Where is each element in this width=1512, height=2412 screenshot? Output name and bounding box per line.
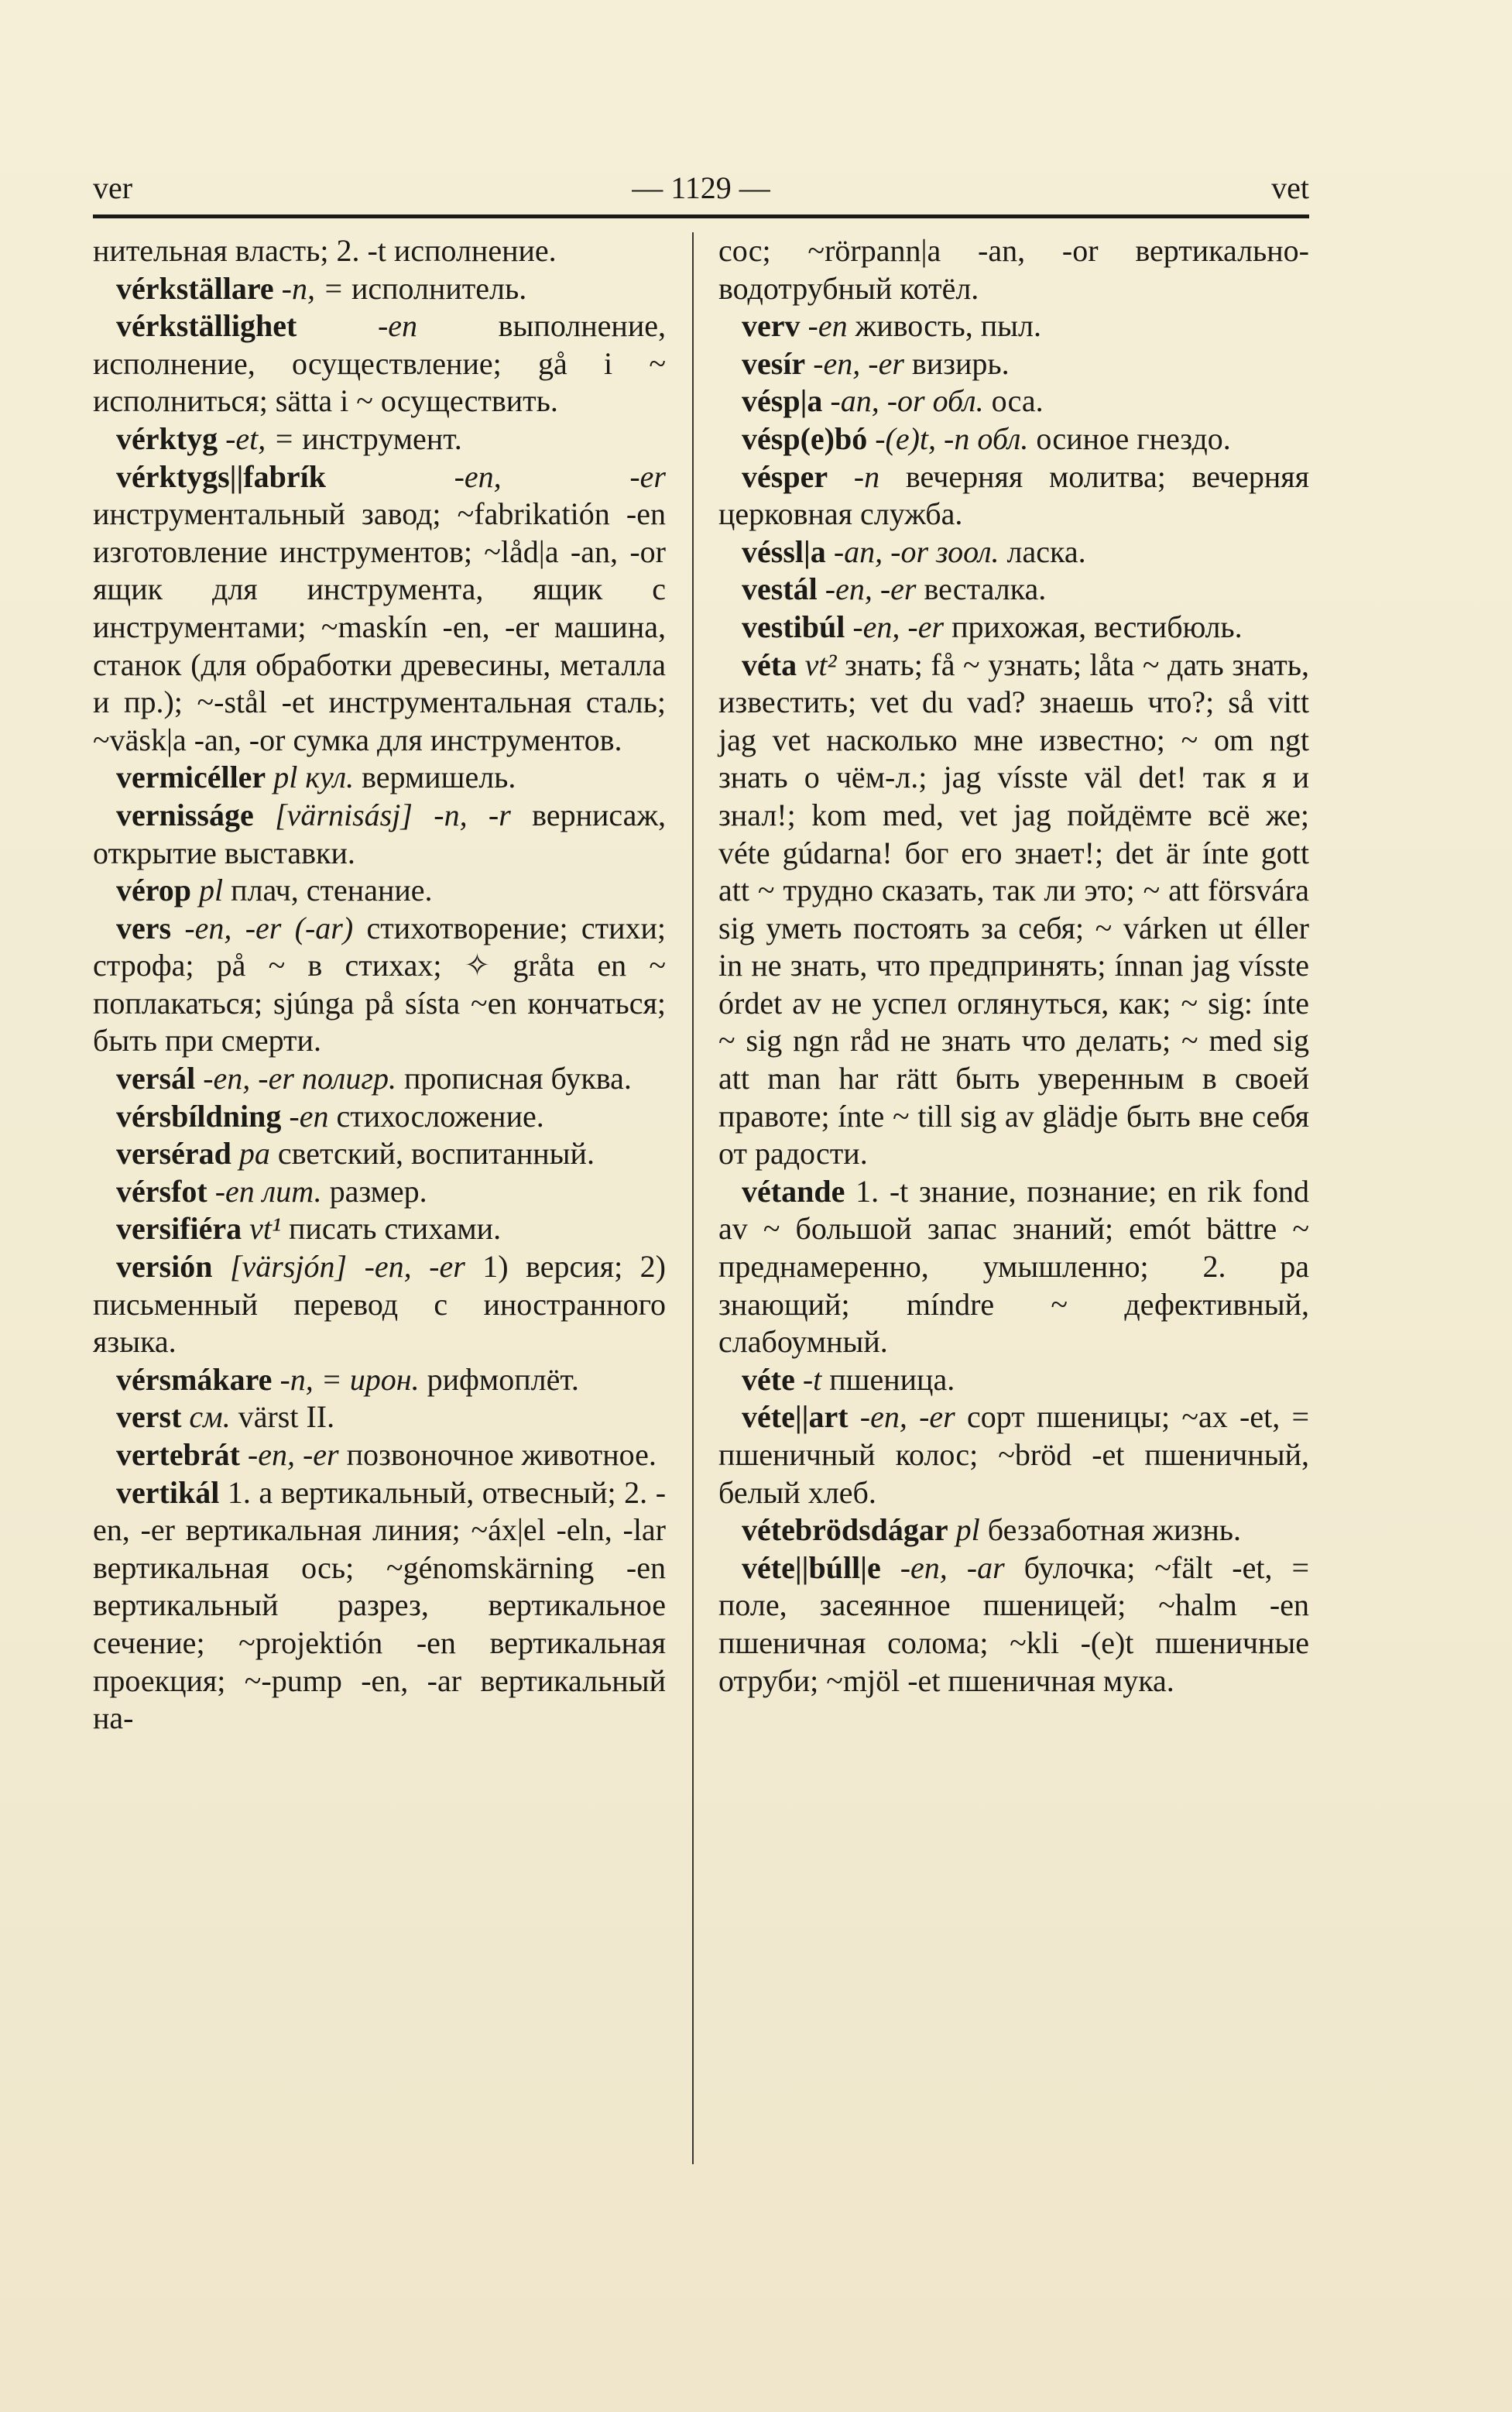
entry-headword: vérsfot bbox=[116, 1173, 207, 1209]
entry-headword: vers bbox=[116, 910, 172, 945]
entry-grammar: -n, = bbox=[281, 270, 344, 306]
entry-grammar: pa bbox=[238, 1136, 270, 1172]
entry-definition: размер. bbox=[329, 1173, 427, 1209]
dictionary-entry bbox=[93, 1248, 666, 1361]
entry-headword: vermicéller bbox=[116, 760, 266, 795]
entry-headword: vétande bbox=[742, 1173, 845, 1209]
entry-grammar: -et, = bbox=[225, 420, 295, 456]
entry-definition: вернисаж, открытие выставки. bbox=[93, 797, 667, 870]
entry-grammar: [värsjón] -en, -er bbox=[229, 1249, 465, 1285]
dictionary-entry bbox=[93, 232, 666, 270]
dictionary-entry bbox=[718, 307, 1309, 345]
entry-grammar: -(e)t, -n обл. bbox=[875, 420, 1029, 456]
entry-definition: 1. a вертикальный, отвесный; 2. -en, -er вертикальная линия; ~áx|el -eln, -lar вертикальная ось; ~génomskärning -en вертикальный разрез, вертикальное сечение; ~projektión -en вертикальная проекция; ~-pump -en, -ar вертикальный на- bbox=[93, 1474, 667, 1736]
entry-headword: vésp|a bbox=[742, 383, 823, 419]
entry-grammar: -t bbox=[802, 1361, 822, 1397]
dictionary-entry bbox=[93, 759, 666, 797]
entry-definition: ласка. bbox=[1006, 534, 1086, 569]
left-column bbox=[93, 232, 666, 1738]
entry-definition: сос; ~rörpann|a -an, -or вертикально-водотрубный котёл. bbox=[718, 233, 1309, 306]
dictionary-entry bbox=[718, 383, 1309, 420]
entry-definition: визирь. bbox=[911, 345, 1010, 381]
entry-headword: vérsmákare bbox=[116, 1361, 273, 1397]
entry-headword: vestál bbox=[742, 571, 818, 607]
entry-headword: vesír bbox=[742, 345, 806, 381]
entry-headword: versérad bbox=[116, 1136, 231, 1172]
entry-grammar: -en, -ar bbox=[900, 1549, 1005, 1585]
dictionary-entry bbox=[93, 1436, 666, 1474]
entry-headword: vésp(e)bó bbox=[742, 420, 868, 456]
entry-definition: стихотворение; стихи; строфа; på ~ в стихах; ✧ gråta en ~ поплакаться; sjúnga på sísta ~en кончаться; быть при смерти. bbox=[93, 910, 667, 1058]
entry-headword: véte bbox=[742, 1361, 795, 1397]
dictionary-entry bbox=[93, 910, 666, 1060]
entry-grammar: -n, = ирон. bbox=[279, 1361, 420, 1397]
entry-definition: 1) версия; 2) письменный перевод с иностранного языка. bbox=[93, 1249, 666, 1360]
entry-headword: versión bbox=[116, 1249, 213, 1285]
entry-headword: vertebrát bbox=[116, 1437, 240, 1472]
entry-definition: весталка. bbox=[924, 571, 1047, 607]
entry-headword: vérkställare bbox=[116, 270, 274, 306]
entry-definition: värst II. bbox=[238, 1399, 335, 1435]
dictionary-entry bbox=[93, 1398, 666, 1436]
entry-definition: булочка; ~fält -et, = поле, засеянное пшеницей; ~halm -en пшеничная солома; ~kli -(e)t пшеничные отруби; ~mjöl -et пшеничная мука. bbox=[718, 1549, 1310, 1698]
entry-grammar: -en, -er bbox=[454, 458, 666, 494]
entry-definition: инструментальный завод; ~fabrikatión -en изготовление инструментов; ~låd|a -an, -or ящик для инструмента, ящик с инструментами; ~maskín -en, -er машина, станок (для обработки древесины, металла и пр.); ~-stål -et инструментальная сталь; ~väsk|a -an, -or сумка для инструментов. bbox=[93, 496, 666, 757]
entry-definition: знать; få ~ узнать; låta ~ дать знать, известить; vet du vad? знаешь что?; så vitt jag vet насколько мне известно; ~ om ngt знать о чём-л.; jag vísste väl det! так я и знал!; kom med, vet jag пойдёмте всё же; véte gúdarna! бог его знает!; det är ínte gott att ~ трудно сказать, так ли это; ~ att försvára sig уметь постоять за себя; ~ várken ut éller in не знать, что предпринять; ínnan jag vísste órdet av не успел оглянуться, как; ~ sig: ínte ~ sig ngn råd не знать что делать; ~ med sig att man har rätt быть уверенным в своей правоте; ínte ~ till sig av glädje быть вне себя от радости. bbox=[718, 647, 1310, 1172]
entry-grammar: pl bbox=[199, 873, 224, 908]
column-divider bbox=[692, 232, 694, 2164]
entry-definition: 1. -t знание, познание; en rik fond av ~ большой запас знаний; emót bättre ~ преднамеренно, умышленно; 2. pa знающий; míndre ~ дефективный, слабоумный. bbox=[718, 1173, 1310, 1360]
entry-grammar: vt² bbox=[804, 647, 837, 682]
entry-definition: выполнение, исполнение, осуществление; gå i ~ исполниться; sätta i ~ осуществить. bbox=[93, 308, 666, 419]
dictionary-entry bbox=[718, 647, 1309, 1173]
entry-grammar: -en, -er полигр. bbox=[203, 1061, 396, 1096]
dictionary-entry bbox=[93, 307, 666, 420]
page-number: — 1129 — bbox=[632, 170, 770, 205]
page-header bbox=[93, 159, 1309, 213]
dictionary-entry bbox=[718, 232, 1309, 307]
entry-grammar: -an, -or зоол. bbox=[833, 534, 999, 569]
entry-grammar: pl bbox=[955, 1512, 980, 1548]
entry-headword: vérktygs||fabrík bbox=[116, 458, 326, 494]
right-column bbox=[718, 232, 1309, 1700]
dictionary-entry bbox=[93, 1060, 666, 1098]
header-rule bbox=[93, 214, 1309, 218]
entry-definition: пшеница. bbox=[829, 1361, 955, 1397]
dictionary-entry bbox=[93, 270, 666, 308]
entry-grammar: -en bbox=[377, 308, 418, 344]
entry-definition: прихожая, вестибюль. bbox=[951, 609, 1243, 644]
entry-definition: вермишель. bbox=[362, 760, 516, 795]
dictionary-entry bbox=[718, 345, 1309, 383]
entry-definition: плач, стенание. bbox=[231, 873, 433, 908]
header-first-word: ver bbox=[93, 170, 133, 205]
entry-grammar: -en, -er bbox=[825, 571, 917, 607]
dictionary-entry bbox=[718, 609, 1309, 647]
entry-grammar: -en, -er bbox=[247, 1437, 339, 1472]
entry-grammar: -en bbox=[289, 1098, 329, 1134]
entry-headword: véssl|a bbox=[742, 534, 826, 569]
entry-grammar: pl кул. bbox=[273, 760, 355, 795]
entry-definition: оса. bbox=[991, 383, 1044, 419]
entry-grammar: [värnisásj] -n, -r bbox=[275, 797, 511, 832]
entry-definition: позвоночное животное. bbox=[346, 1437, 657, 1472]
dictionary-entry bbox=[93, 872, 666, 910]
entry-definition: живость, пыл. bbox=[855, 308, 1041, 344]
dictionary-entry bbox=[718, 1398, 1309, 1511]
entry-headword: vertikál bbox=[116, 1474, 220, 1510]
entry-grammar: -en лит. bbox=[214, 1173, 322, 1209]
entry-headword: véte||búll|e bbox=[742, 1549, 881, 1585]
dictionary-entry bbox=[718, 1549, 1309, 1700]
entry-headword: vétebrödsdágar bbox=[742, 1512, 948, 1548]
entry-headword: vérktyg bbox=[116, 420, 218, 456]
dictionary-entry bbox=[718, 458, 1309, 534]
dictionary-entry bbox=[93, 1135, 666, 1173]
entry-grammar: см. bbox=[189, 1399, 231, 1435]
entry-headword: vérsbíldning bbox=[116, 1098, 282, 1134]
dictionary-entry bbox=[718, 1173, 1309, 1361]
dictionary-entry bbox=[718, 534, 1309, 571]
entry-definition: вечерняя молитва; вечерняя церковная служба. bbox=[718, 458, 1310, 532]
entry-headword: verv bbox=[742, 308, 801, 344]
dictionary-entry bbox=[93, 420, 666, 458]
entry-headword: vestibúl bbox=[742, 609, 845, 644]
entry-definition: светский, воспитанный. bbox=[277, 1136, 595, 1172]
dictionary-entry bbox=[93, 797, 666, 872]
dictionary-entry bbox=[93, 1173, 666, 1211]
dictionary-entry bbox=[718, 1511, 1309, 1549]
entry-definition: стихосложение. bbox=[336, 1098, 544, 1134]
dictionary-entry bbox=[718, 420, 1309, 458]
dictionary-entry bbox=[93, 1210, 666, 1248]
dictionary-entry bbox=[93, 458, 666, 760]
entry-grammar: -en, -er bbox=[859, 1399, 955, 1435]
entry-headword: vérkställighet bbox=[116, 308, 297, 344]
entry-headword: véte||art bbox=[742, 1399, 849, 1435]
entry-grammar: -n bbox=[853, 458, 880, 494]
entry-definition: исполнитель. bbox=[351, 270, 527, 306]
entry-definition: осиное гнездо. bbox=[1036, 420, 1231, 456]
header-last-word: vet bbox=[1271, 170, 1309, 205]
entry-definition: рифмоплёт. bbox=[427, 1361, 579, 1397]
entry-definition: писать стихами. bbox=[289, 1211, 502, 1247]
dictionary-entry bbox=[93, 1474, 666, 1738]
entry-headword: versál bbox=[116, 1061, 196, 1096]
entry-headword: vernisságe bbox=[116, 797, 254, 832]
entry-grammar: -en, -er bbox=[813, 345, 904, 381]
entry-headword: véta bbox=[742, 647, 797, 682]
entry-definition: нительная власть; 2. -t исполнение. bbox=[93, 233, 557, 268]
entry-definition: беззаботная жизнь. bbox=[987, 1512, 1242, 1548]
entry-definition: инструмент. bbox=[302, 420, 462, 456]
entry-grammar: vt¹ bbox=[249, 1211, 281, 1247]
entry-headword: verst bbox=[116, 1399, 182, 1435]
dictionary-entry bbox=[93, 1361, 666, 1399]
entry-grammar: -an, -or обл. bbox=[830, 383, 984, 419]
entry-headword: vérop bbox=[116, 873, 192, 908]
dictionary-entry bbox=[718, 1361, 1309, 1399]
entry-grammar: -en, -er bbox=[852, 609, 945, 644]
entry-definition: прописная буква. bbox=[403, 1061, 632, 1096]
entry-headword: vésper bbox=[742, 458, 828, 494]
entry-definition: сорт пшеницы; ~ax -et, = пшеничный колос; ~bröd -et пшеничный, белый хлеб. bbox=[718, 1399, 1310, 1510]
entry-headword: versifiéra bbox=[116, 1211, 242, 1247]
dictionary-entry bbox=[718, 571, 1309, 609]
dictionary-entry bbox=[93, 1098, 666, 1136]
entry-grammar: -en, -er (-ar) bbox=[184, 910, 354, 945]
entry-grammar: -en bbox=[807, 308, 848, 344]
